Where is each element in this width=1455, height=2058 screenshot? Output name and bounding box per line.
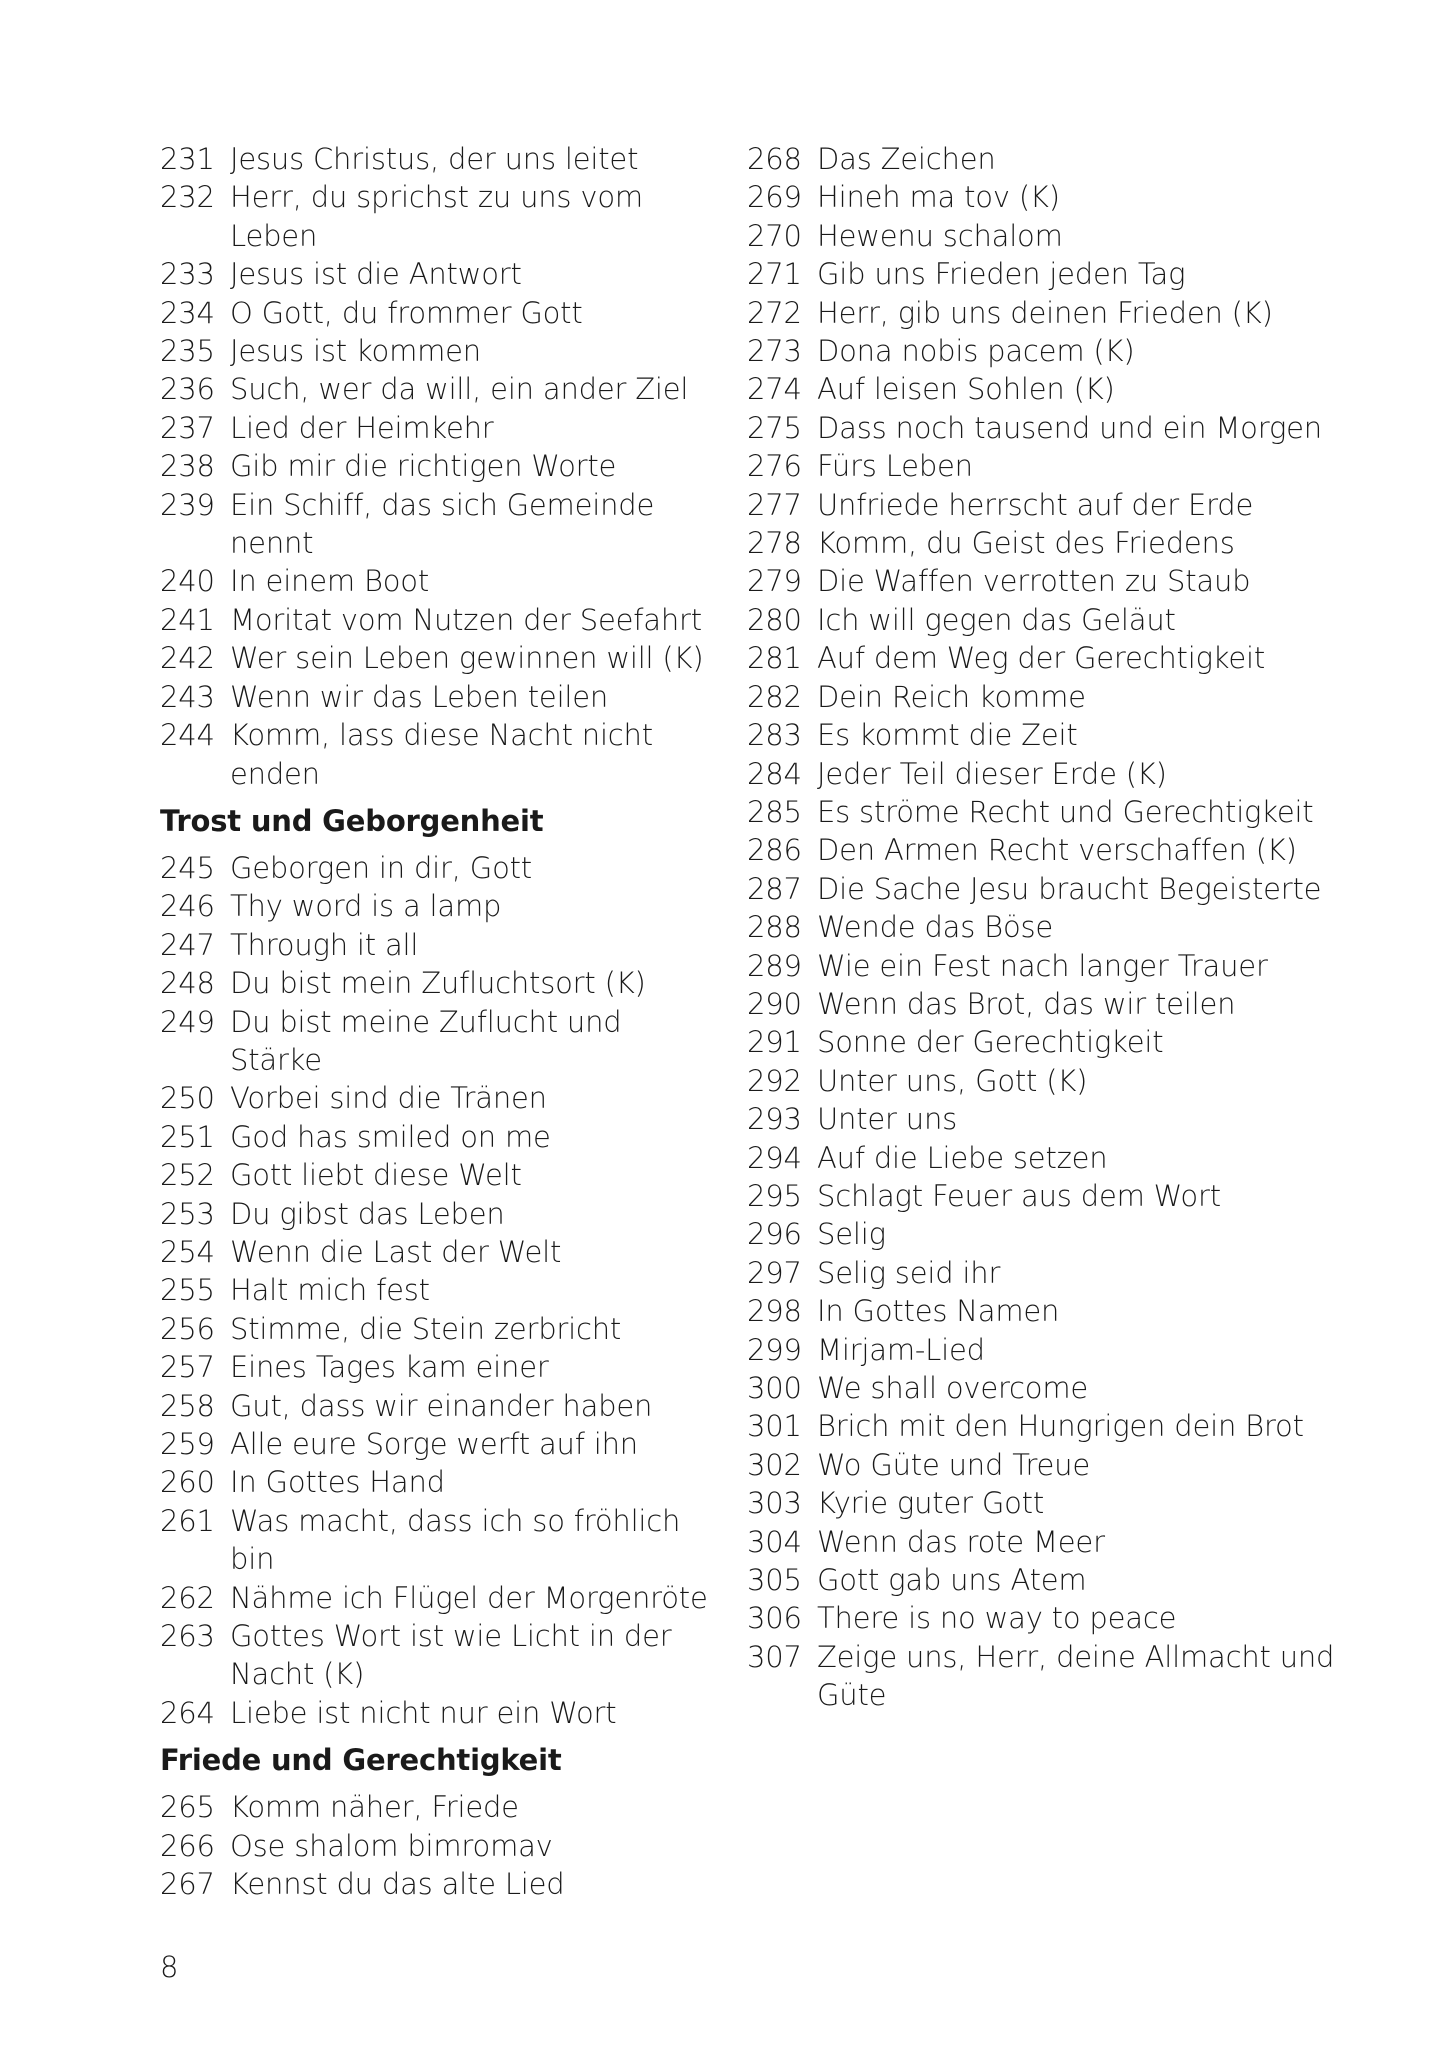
song-entry [747,217,1347,255]
song-title: Jesus Christus, der uns leitet [230,142,639,176]
song-title: Liebe ist nicht nur ein Wort [230,1695,617,1730]
song-title: Unter uns [817,1102,958,1137]
song-title: Hewenu schalom [817,218,1063,253]
song-entry [747,1331,1347,1369]
song-number: 259 [160,1427,215,1461]
song-number: 285 [747,794,802,829]
song-entry [747,332,1347,370]
song-entry [747,678,1347,716]
song-entry [747,1446,1347,1484]
song-number: 284 [747,756,802,791]
song-title: Wo Güte und Treue [817,1447,1091,1482]
song-title: Moritat vom Nutzen der Seefahrt [230,602,702,637]
right-column [747,140,1347,1715]
song-number: 251 [160,1119,215,1154]
song-number: 296 [747,1217,802,1252]
song-entry [160,887,720,925]
song-title: Es ströme Recht und Gerechtigkeit [817,794,1314,829]
song-entry [747,1407,1347,1445]
song-title: Gottes Wort ist wie Licht in der Nacht (K) [230,1619,672,1692]
song-title: Dona nobis pacem (K) [817,334,1135,369]
song-title: Geborgen in dir, Gott [230,850,532,885]
song-entry [747,870,1347,908]
song-entry [160,140,720,178]
song-entry [747,524,1347,562]
song-number: 281 [747,641,802,676]
song-number: 255 [160,1273,215,1308]
song-entry [160,639,720,677]
song-title: Lied der Heimkehr [230,410,494,445]
song-entry [160,1348,720,1386]
song-entry [160,1502,720,1579]
song-entry [747,447,1347,485]
song-title: Wenn wir das Leben teilen [230,679,609,714]
song-title: Ose shalom bimromav [230,1828,553,1863]
song-title: In einem Boot [230,564,429,599]
song-number: 276 [747,449,802,484]
song-title: Komm näher, Friede [230,1790,519,1825]
song-number: 278 [747,526,802,561]
song-number: 239 [160,487,215,522]
song-number: 264 [160,1695,215,1730]
song-entry [747,140,1347,178]
song-number: 233 [160,257,215,292]
song-title: Auf leisen Sohlen (K) [817,372,1115,407]
song-number: 250 [160,1081,215,1116]
song-entry [747,370,1347,408]
song-number: 258 [160,1388,215,1423]
page-number: 8 [160,1950,179,1984]
song-title: Wende das Böse [817,910,1054,945]
song-title: Kennst du das alte Lied [230,1867,565,1902]
song-title: Die Sache Jesu braucht Begeisterte [817,871,1322,906]
section-heading: Trost und Geborgenheit [160,803,544,838]
song-number: 299 [747,1332,802,1367]
song-entry [160,1387,720,1425]
song-entry [747,1139,1347,1177]
song-number: 262 [160,1580,215,1615]
song-title: Unter uns, Gott (K) [817,1063,1088,1098]
song-number: 240 [160,564,215,599]
song-number: 247 [160,927,215,962]
song-entry [160,294,720,332]
song-title: Das Zeichen [817,142,996,176]
song-number: 275 [747,410,802,445]
song-entry [160,486,720,563]
song-title: Wie ein Fest nach langer Trauer [817,948,1268,983]
song-title: Ein Schiff, das sich Gemeinde nennt [230,487,655,561]
song-entry [160,1694,720,1732]
song-entry [160,1118,720,1156]
song-number: 291 [747,1025,802,1060]
song-title: Through it all [230,927,419,962]
song-title: Herr, gib uns deinen Frieden (K) [817,295,1273,330]
song-number: 305 [747,1563,802,1598]
song-title: Gut, dass wir einander haben [230,1388,653,1423]
song-entry [160,849,720,887]
song-title: Auf dem Weg der Gerechtigkeit [817,641,1266,676]
song-entry [160,370,720,408]
song-number: 254 [160,1234,215,1269]
song-title: Eines Tages kam einer [230,1350,549,1385]
song-title: Stimme, die Stein zerbricht [230,1311,622,1346]
song-number: 253 [160,1196,215,1231]
song-entry [747,1100,1347,1138]
song-title: Vorbei sind die Tränen [230,1081,547,1116]
song-number: 232 [160,180,215,215]
song-number: 269 [747,180,802,215]
song-entry [160,1463,720,1501]
song-entry [160,1195,720,1233]
song-title: We shall overcome [817,1371,1089,1405]
song-number: 294 [747,1140,802,1175]
song-entry [160,1271,720,1309]
song-number: 282 [747,679,802,714]
song-title: Komm, du Geist des Friedens [817,526,1235,561]
song-entry [747,908,1347,946]
song-number: 280 [747,602,802,637]
song-entry [160,964,720,1002]
song-number: 288 [747,910,802,945]
song-number: 293 [747,1102,802,1137]
song-title: Gib uns Frieden jeden Tag [817,257,1186,292]
song-number: 246 [160,889,215,924]
song-number: 263 [160,1619,215,1654]
song-entry [747,1369,1347,1407]
song-entry [747,1023,1347,1061]
song-number: 261 [160,1503,215,1538]
song-title: Wenn das Brot, das wir teilen [817,986,1236,1021]
song-title: Wenn das rote Meer [817,1524,1105,1559]
song-title: Die Waffen verrotten zu Staub [817,564,1251,599]
song-number: 279 [747,564,802,599]
song-entry [747,985,1347,1023]
song-entry [160,1003,720,1080]
song-entry [160,1156,720,1194]
song-number: 260 [160,1465,215,1500]
song-title: Du gibst das Leben [230,1196,505,1231]
song-title: O Gott, du frommer Gott [230,295,583,330]
song-title: Auf die Liebe setzen [817,1140,1108,1175]
song-title: Selig seid ihr [817,1255,1001,1290]
song-number: 268 [747,142,802,176]
song-entry [747,1638,1347,1715]
section-heading: Friede und Gerechtigkeit [160,1743,562,1778]
song-number: 274 [747,372,802,407]
song-entry [160,1579,720,1617]
song-number: 245 [160,850,215,885]
song-number: 295 [747,1178,802,1213]
song-entry [160,1865,720,1903]
song-number: 236 [160,372,215,407]
song-number: 289 [747,948,802,983]
song-number: 244 [160,718,215,753]
song-title: Du bist mein Zufluchtsort (K) [230,966,646,1001]
song-number: 235 [160,334,215,369]
song-entry [747,1215,1347,1253]
song-entry [747,255,1347,293]
song-entry [747,486,1347,524]
song-number: 267 [160,1867,215,1902]
song-entry [747,1177,1347,1215]
song-title: Thy word is a lamp [230,889,502,924]
song-entry [160,678,720,716]
song-title: Schlagt Feuer aus dem Wort [817,1178,1221,1213]
song-entry [160,409,720,447]
song-number: 286 [747,833,802,868]
song-number: 256 [160,1311,215,1346]
song-entry [160,716,720,793]
song-number: 301 [747,1409,802,1444]
song-title: Es kommt die Zeit [817,718,1078,753]
song-number: 242 [160,641,215,676]
song-title: Gib mir die richtigen Worte [230,449,617,484]
song-title: Mirjam-Lied [817,1332,985,1367]
song-title: In Gottes Hand [230,1465,445,1500]
song-number: 292 [747,1063,802,1098]
song-entry [747,562,1347,600]
song-title: Du bist meine Zuflucht und Stärke [230,1004,622,1077]
song-title: Fürs Leben [817,449,973,484]
song-title: Wenn die Last der Welt [230,1234,562,1269]
song-title: Jeder Teil dieser Erde (K) [817,756,1167,791]
song-title: Unfriede herrscht auf der Erde [817,487,1254,522]
song-number: 257 [160,1350,215,1385]
song-number: 270 [747,218,802,253]
song-entry [747,1599,1347,1637]
song-title: Nähme ich Flügel der Morgenröte [230,1580,708,1615]
song-number: 272 [747,295,802,330]
song-entry [747,639,1347,677]
song-number: 287 [747,871,802,906]
song-entry [160,332,720,370]
song-number: 290 [747,986,802,1021]
song-title: Alle eure Sorge werft auf ihn [230,1427,638,1461]
song-entry [747,1523,1347,1561]
song-number: 283 [747,718,802,753]
song-title: Den Armen Recht verschaffen (K) [817,833,1297,868]
song-entry [747,831,1347,869]
song-title: Was macht, dass ich so fröhlich bin [230,1503,681,1577]
song-entry [160,447,720,485]
song-entry [747,1292,1347,1330]
song-entry [160,1233,720,1271]
song-title: Herr, du sprichst zu uns vom Leben [230,180,643,253]
song-title: Komm, lass diese Nacht nicht enden [230,718,653,791]
song-title: Such, wer da will, ein ander Ziel [230,372,689,407]
song-entry [747,601,1347,639]
song-number: 243 [160,679,215,714]
song-title: Sonne der Gerechtigkeit [817,1025,1164,1060]
song-number: 248 [160,966,215,1001]
song-number: 302 [747,1447,802,1482]
song-title: Kyrie guter Gott [817,1486,1045,1521]
song-entry [747,409,1347,447]
song-number: 231 [160,142,215,176]
song-number: 306 [747,1601,802,1636]
song-number: 298 [747,1294,802,1329]
song-title: Wer sein Leben gewinnen will (K) [230,641,704,676]
song-entry [160,1788,720,1826]
song-title: In Gottes Namen [817,1294,1060,1329]
song-number: 237 [160,410,215,445]
song-entry [160,562,720,600]
song-number: 271 [747,257,802,292]
song-number: 266 [160,1828,215,1863]
song-entry [747,793,1347,831]
song-title: Gott liebt diese Welt [230,1158,522,1193]
song-title: Brich mit den Hungrigen dein Brot [817,1409,1304,1444]
song-number: 277 [747,487,802,522]
song-number: 252 [160,1158,215,1193]
song-title: Selig [817,1217,886,1252]
left-column [160,140,720,1903]
song-title: Jesus ist die Antwort [230,257,522,292]
song-title: Hineh ma tov (K) [817,180,1060,215]
song-entry [747,1062,1347,1100]
song-number: 238 [160,449,215,484]
song-entry [160,1310,720,1348]
song-entry [160,1827,720,1865]
song-entry [160,1617,720,1694]
song-number: 241 [160,602,215,637]
song-title: Jesus ist kommen [230,334,481,369]
song-entry [747,1484,1347,1522]
song-entry [747,716,1347,754]
song-number: 234 [160,295,215,330]
song-entry [160,1079,720,1117]
song-entry [747,1561,1347,1599]
song-title: God has smiled on me [230,1119,551,1154]
song-number: 307 [747,1639,802,1674]
song-title: Halt mich fest [230,1273,430,1308]
song-entry [747,755,1347,793]
song-number: 273 [747,334,802,369]
song-entry [160,255,720,293]
song-title: Dein Reich komme [817,679,1086,714]
song-entry [160,926,720,964]
song-entry [747,1254,1347,1292]
song-title: Ich will gegen das Geläut [817,602,1176,637]
song-entry [747,947,1347,985]
song-entry [747,294,1347,332]
song-number: 297 [747,1255,802,1290]
song-entry [747,178,1347,216]
song-entry [160,601,720,639]
song-entry [160,1425,720,1463]
song-number: 300 [747,1371,802,1405]
song-title: Gott gab uns Atem [817,1563,1087,1598]
song-number: 249 [160,1004,215,1039]
song-number: 265 [160,1790,215,1825]
song-title: There is no way to peace [817,1601,1177,1636]
song-title: Dass noch tausend und ein Morgen [817,410,1322,445]
song-title: Zeige uns, Herr, deine Allmacht und Güte [817,1639,1335,1713]
song-number: 304 [747,1524,802,1559]
song-number: 303 [747,1486,802,1521]
song-entry [160,178,720,255]
